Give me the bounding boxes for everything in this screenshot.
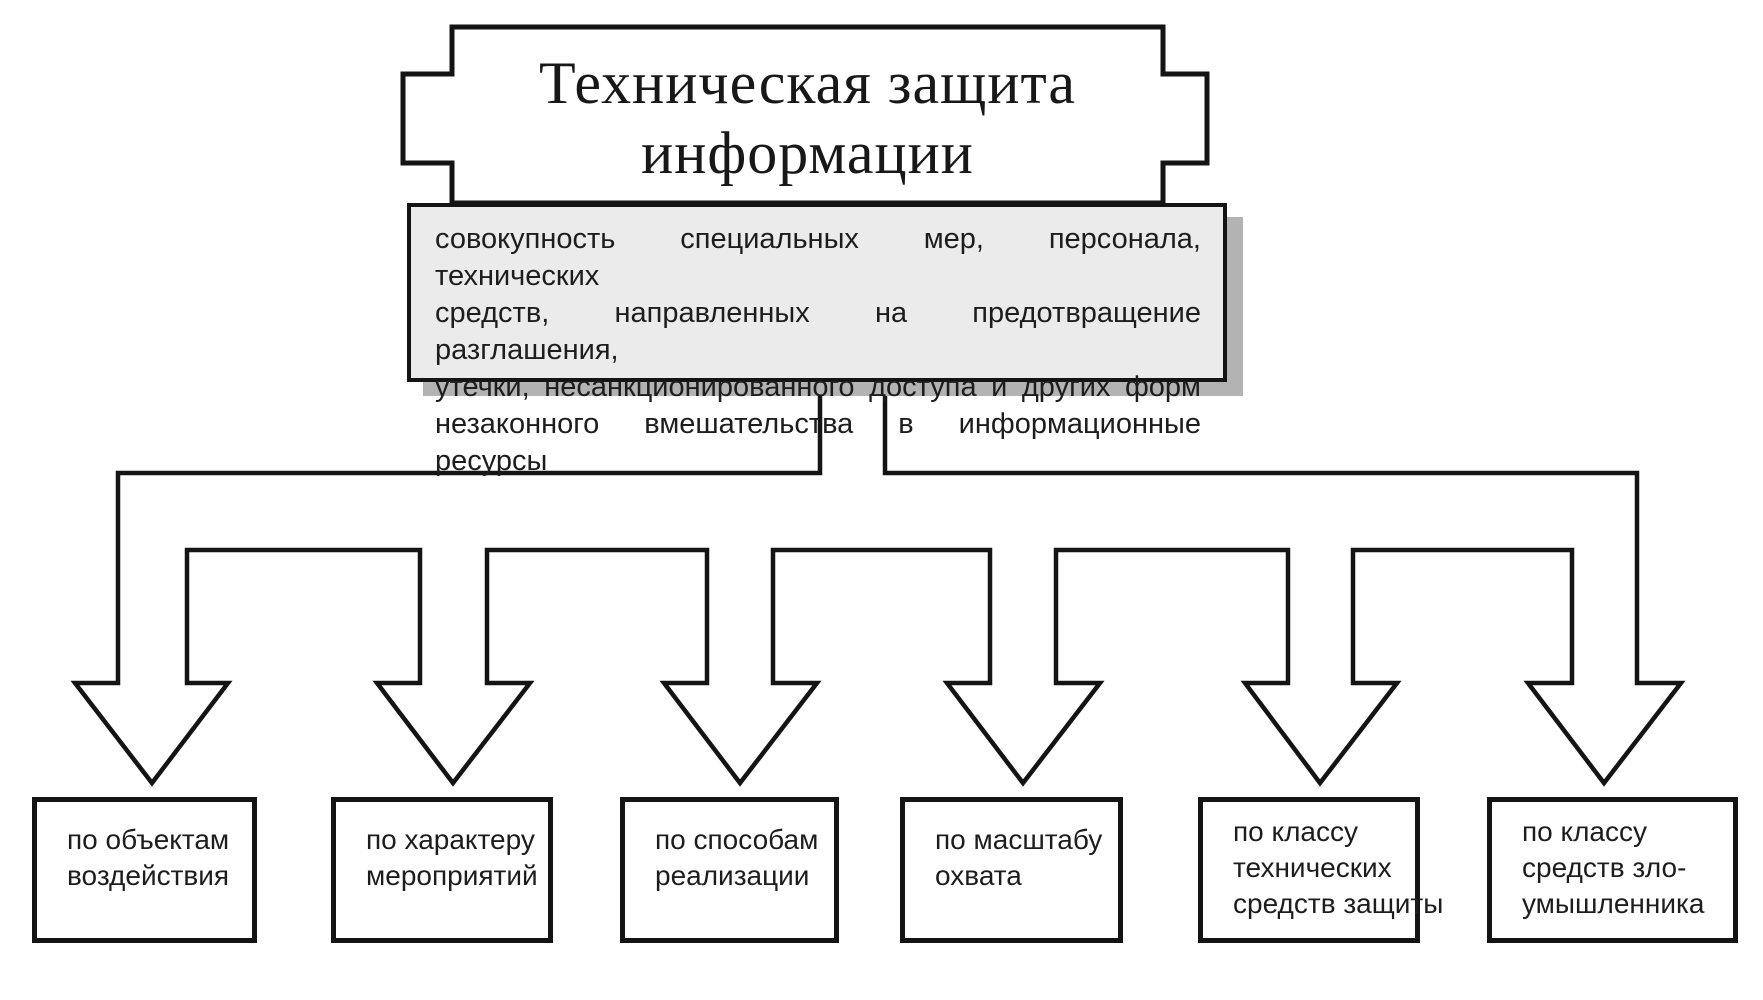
- definition-line: незаконного вмешательства в информационные ресурсы: [435, 408, 1201, 477]
- category-line: по характеру: [366, 824, 535, 855]
- title-line-2: информации: [641, 120, 974, 186]
- definition-box: [407, 203, 1227, 477]
- category-box-objects: [32, 797, 257, 943]
- category-box-scale: [900, 797, 1123, 943]
- definition-line: совокупность специальных мер, персонала, технических: [435, 223, 1201, 292]
- category-box-measures: [331, 797, 553, 943]
- category-line: по способам: [655, 824, 819, 855]
- category-box-protection-class: [1198, 797, 1444, 943]
- category-line: реализации: [655, 860, 810, 891]
- title-line-1: Техническая защита: [538, 50, 1077, 116]
- category-line: технических: [1233, 852, 1392, 883]
- definition-line: средств, направленных на предотвращение разглашения,: [435, 297, 1201, 366]
- category-line: мероприятий: [366, 860, 538, 891]
- category-box-intruder-class: [1487, 797, 1738, 943]
- category-line: средств зло-: [1522, 852, 1687, 883]
- category-line: охвата: [935, 860, 1022, 891]
- category-line: умышленника: [1522, 888, 1705, 919]
- category-box-implementation: [620, 797, 839, 943]
- category-line: воздействия: [67, 860, 230, 891]
- category-line: по масштабу: [935, 824, 1103, 855]
- page-title: [452, 38, 1163, 198]
- category-line: средств защиты: [1233, 888, 1444, 919]
- category-line: по объектам: [67, 824, 230, 855]
- definition-line: утечки, несанкционированного доступа и других форм: [435, 371, 1201, 403]
- category-line: по классу: [1522, 816, 1647, 847]
- category-line: по классу: [1233, 816, 1358, 847]
